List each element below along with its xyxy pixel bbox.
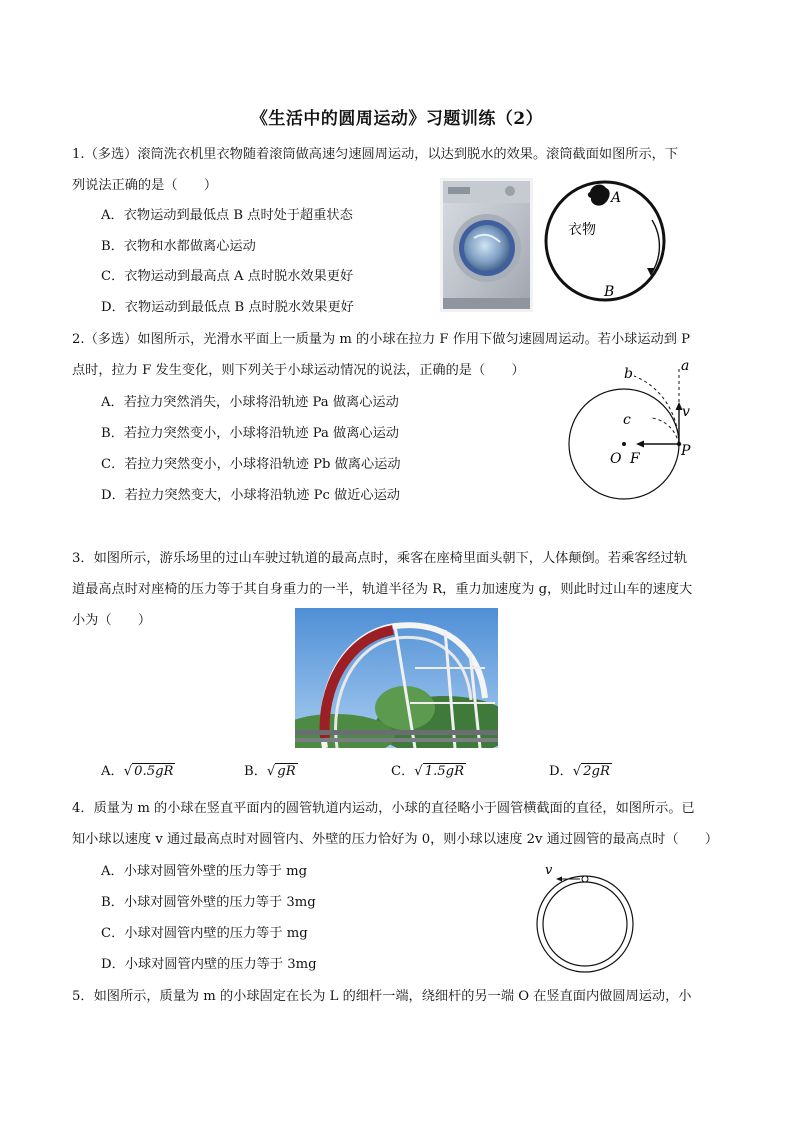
tube-diagram <box>530 860 640 975</box>
q3-stem-line1: 3．如图所示，游乐场里的过山车驶过轨道的最高点时，乘客在座椅里面头朝下，人体颠倒。若乘客经过轨 <box>72 551 688 566</box>
q1-stem-line2: 列说法正确的是（ ） <box>72 178 218 193</box>
q3-option-a <box>101 763 175 781</box>
label-o: O <box>610 451 622 467</box>
option-label: C． <box>391 764 415 779</box>
q2-stem-line2: 点时，拉力 F 发生变化，则下列关于小球运动情况的说法，正确的是（ ） <box>72 363 525 378</box>
label-b: B <box>604 284 615 300</box>
drum-section-diagram <box>540 178 670 304</box>
label-a: a <box>681 358 690 374</box>
q1-stem-line1: 1.（多选）滚筒洗衣机里衣物随着滚筒做高速匀速圆周运动，以达到脱水的效果。滚筒截面如图所示，下 <box>72 147 679 162</box>
q2-option-c: C．若拉力突然变小，小球将沿轨迹 Pb 做离心运动 <box>101 457 401 472</box>
q4-option-b: B．小球对圆管外壁的压力等于 3mg <box>101 895 316 910</box>
option-label: D． <box>549 764 573 779</box>
q4-stem-line2: 知小球以速度 v 通过最高点时对圆管内、外壁的压力恰好为 0，则小球以速度 2v 通过圆管的最高点时（ ） <box>72 832 719 847</box>
label-v: v <box>682 404 690 420</box>
q1-option-c: C．衣物运动到最高点 A 点时脱水效果更好 <box>101 269 354 284</box>
sqrt-symbol: √ <box>572 764 582 779</box>
sqrt-symbol: √ <box>266 764 276 779</box>
q2-stem-line1: 2.（多选）如图所示，光滑水平面上一质量为 m 的小球在拉力 F 作用下做匀速圆周运动。若小球运动到 P <box>72 332 690 347</box>
label-p: P <box>681 443 691 459</box>
roller-coaster-photo <box>295 608 498 748</box>
cloth-blob <box>588 185 610 206</box>
q2-option-a: A．若拉力突然消失，小球将沿轨迹 Pa 做离心运动 <box>101 395 399 410</box>
q5-stem-line1: 5．如图所示，质量为 m 的小球固定在长为 L 的细杆一端，绕细杆的另一端 O 在竖直面内做圆周运动，小 <box>72 989 692 1004</box>
label-f: F <box>630 451 640 467</box>
q3-stem-line2: 道最高点时对座椅的压力等于其自身重力的一半，轨道半径为 R，重力加速度为 g，则此时过山车的速度大 <box>72 582 693 597</box>
q3-option-c <box>391 763 466 781</box>
q3-stem-line3: 小为（ ） <box>72 613 152 628</box>
sqrt-radicand: 0.5gR <box>134 764 174 779</box>
q2-option-d: D．若拉力突然变大，小球将沿轨迹 Pc 做近心运动 <box>101 488 400 503</box>
q1-option-d: D．衣物运动到最低点 B 点时脱水效果更好 <box>101 300 354 315</box>
center-dot <box>622 442 626 446</box>
q2-option-b: B．若拉力突然变小，小球将沿轨迹 Pa 做离心运动 <box>101 426 399 441</box>
tube-outer-wall <box>537 876 633 972</box>
sqrt-symbol: √ <box>414 764 423 779</box>
sqrt-symbol: √ <box>123 764 133 779</box>
sqrt-radicand: gR <box>277 764 296 779</box>
q4-option-d: D．小球对圆管内壁的压力等于 3mg <box>101 957 317 972</box>
orbit-diagram <box>560 352 710 522</box>
option-label: B． <box>244 764 267 779</box>
label-cloth: 衣物 <box>568 222 596 238</box>
page-title: 《生活中的圆周运动》习题训练（2） <box>250 109 544 129</box>
q1-option-b: B．衣物和水都做离心运动 <box>101 239 256 254</box>
sqrt-radicand: 2gR <box>583 764 610 779</box>
q1-option-a: A．衣物运动到最低点 B 点时处于超重状态 <box>101 208 353 223</box>
label-v: v <box>545 863 553 878</box>
q4-option-a: A．小球对圆管外壁的压力等于 mg <box>101 864 308 879</box>
force-arrowhead <box>636 441 644 448</box>
q4-stem-line1: 4．质量为 m 的小球在竖直平面内的圆管轨道内运动，小球的直径略小于圆管横截面的直径，如图所示。已 <box>72 801 695 816</box>
option-label: A． <box>101 764 124 779</box>
velocity-arrowhead <box>556 877 562 882</box>
label-b: b <box>624 366 633 382</box>
tube-inner-wall <box>543 882 627 966</box>
trajectory-pb <box>634 376 679 444</box>
q4-option-c: C．小球对圆管内壁的压力等于 mg <box>101 926 308 941</box>
ball <box>582 876 588 882</box>
sqrt-radicand: 1.5gR <box>424 764 465 779</box>
label-a: A <box>611 190 622 206</box>
q3-option-b <box>244 763 298 781</box>
q3-option-d <box>549 763 612 781</box>
washing-machine-photo <box>440 178 533 312</box>
label-c: c <box>623 412 631 428</box>
